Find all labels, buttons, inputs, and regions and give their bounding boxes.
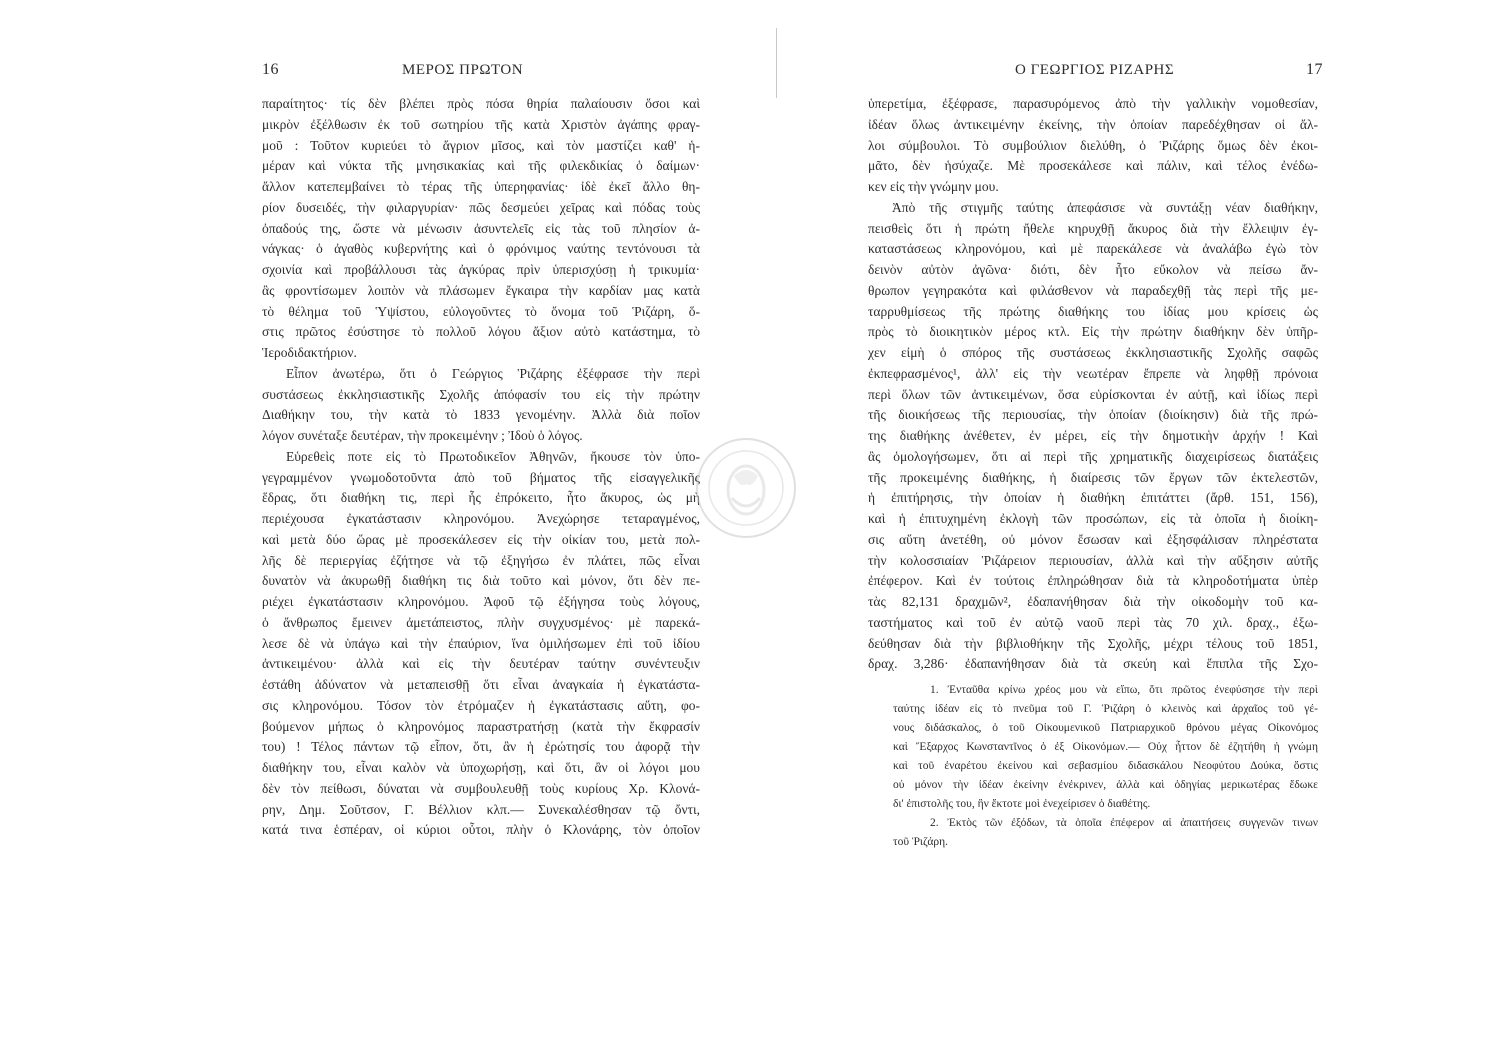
university-seal-watermark (694, 436, 798, 540)
text-line: δὲν τὸν πείθωσι, δύναται νὰ συμβουλευθῇ τοὺς κυρίους Χρ. Κλονά- (262, 780, 700, 796)
text-line: παραίτητος· τίς δὲν βλέπει πρὸς πόσα θηρία παλαίουσιν ὅσοι καὶ (262, 96, 700, 111)
text-line: περὶ ὅλων τῶν ἀντικειμένων, ὅσα εὑρίσκονται ἐν αὐτῇ, καὶ ἰδίως περὶ (868, 386, 1318, 402)
paragraph (868, 94, 1318, 198)
paragraph (262, 364, 700, 447)
footnote-line: τοῦ Ῥιζάρη. (893, 836, 949, 848)
text-line: ἐπέφερον. Καὶ ἐν τούτοις ἐπληρώθησαν διὰ τὰ κληροδοτήματα ὑπὲρ (868, 573, 1318, 589)
text-line: ὀπαδούς της, ὥστε νὰ μένωσιν ἀσυντελεῖς εἰς τὰς τοῦ πλησίον ἀ- (262, 220, 700, 236)
text-line: πεισθεὶς ὅτι ἡ πρώτη ἤθελε κηρυχθῇ ἄκυρος διὰ τὴν ἔλλειψιν ἐγ- (868, 220, 1318, 236)
footnote-line: δι' ἐπιστολῆς του, ἣν ἔκτοτε μοὶ ἐνεχείρισεν ὁ διαθέτης. (893, 798, 1151, 810)
footnote-line: καὶ τοῦ ἐναρέτου ἐκείνου καὶ σεβασμίου διδασκάλου Νεοφύτου Δούκα, ὅστις (893, 760, 1318, 772)
text-line: Ἱεροδιδακτήριον. (262, 345, 357, 360)
text-line: ἀντικειμένου· ἀλλὰ καὶ εἰς τὴν δευτέραν ταύτην συνέντευξιν (262, 656, 700, 672)
paragraph (262, 94, 700, 364)
text-line: ταστήματος καὶ τοῦ ἐν αὐτῷ ναοῦ περὶ τὰς 70 χιλ. δραχ., ἐξω- (868, 614, 1318, 630)
text-line: νάγκας· ὁ ἀγαθὸς κυβερνήτης καὶ ὁ φρόνιμος ναύτης τεντόνουσι τὰ (262, 241, 700, 257)
text-line: τὸ θέλημα τοῦ Ὑψίστου, εὐλογοῦντες τὸ ὄνομα τοῦ Ῥιζάρη, ὅ- (262, 303, 700, 319)
text-line: ρην, Δημ. Σοῦτσον, Γ. Βέλλιον κλπ.— Συνεκαλέσθησαν τῷ ὄντι, (262, 801, 700, 817)
text-line: σχοινία καὶ προβάλλουσι τὰς ἀγκύρας πρὶν ὑπερισχύσῃ ἡ τρικυμία· (262, 262, 700, 277)
text-line: σις αὕτη ἀνετέθη, οὐ μόνον ἔσωσαν καὶ ἐξησφάλισαν πληρέστατα (868, 531, 1318, 547)
right-page-body (868, 94, 1318, 675)
text-line: λεσε δὲ νὰ ὑπάγω καὶ τὴν ἐπαύριον, ἵνα ὁμιλήσωμεν ἐπὶ τοῦ ἰδίου (262, 635, 700, 651)
text-line: ἰδέαν ὅλως ἀντικειμένην ἐκείνης, τὴν ὁποίαν παρεδέχθησαν οἱ ἄλ- (868, 116, 1318, 132)
text-line: καὶ μετὰ δύο ὥρας μὲ προσεκάλεσεν εἰς τὴν οἰκίαν του, μετὰ πολ- (262, 531, 700, 547)
running-head-right: Ο ΓΕΩΡΓΙΟΣ ΡΙΖΑΡΗΣ (1015, 62, 1175, 78)
text-line: βούμενον μήπως ὁ κληρονόμος παραστρατήσῃ (κατὰ τὴν ἔκφρασίν (262, 718, 700, 734)
text-line: του) ! Τέλος πάντων τῷ εἶπον, ὅτι, ἂν ἡ ἐρώτησίς του ἀφορᾷ τὴν (262, 739, 700, 755)
text-line: ἄλλον κατεπεμβαίνει τὸ τέρας τῆς ὑπερηφανίας· ἰδὲ ἐκεῖ ἄλλο θη- (262, 179, 700, 194)
text-line: ταρρυθμίσεως τῆς πρώτης διαθήκης του ἰδίας μου κρίσεις ὡς (868, 303, 1318, 319)
text-line: τὴν κολοσσιαίαν Ῥιζάρειον περιουσίαν, ἀλλὰ καὶ τὴν αὔξησιν αὐτῆς (868, 552, 1318, 568)
text-line: γεγραμμένον γνωμοδοτοῦντα ἀπὸ τοῦ βήματος τῆς εἰσαγγελικῆς (262, 469, 700, 485)
footnote-line: 2. Ἐκτὸς τῶν ἐξόδων, τὰ ὁποῖα ἐπέφερον αἱ ἀπαιτήσεις συγγενῶν τινων (930, 817, 1318, 829)
text-line: τῆς προκειμένης διαθήκης, ἡ διαίρεσις τῶν ἔργων τῶν ἐκτελεστῶν, (868, 469, 1318, 485)
page-number-left: 16 (262, 61, 279, 78)
running-head-left: ΜΕΡΟΣ ΠΡΩΤΟΝ (402, 62, 524, 78)
text-line: μικρὸν ἐξέλθωσιν ἐκ τοῦ σωτηρίου τῆς κατὰ Χριστὸν ἀγάπης φραγ- (262, 116, 700, 132)
text-line: δεινὸν αὐτὸν ἀγῶνα· διότι, δὲν ἦτο εὔκολον νὰ πείσω ἄν- (868, 262, 1318, 277)
text-line: περιέχουσα ἐγκατάστασιν κληρονόμου. Ἀνεχώρησε τεταραγμένος, (262, 511, 700, 526)
left-page-body (262, 94, 700, 841)
text-line: ὁ ἄνθρωπος ἔμεινεν ἀμετάπειστος, πλὴν συγχυσμένος· μὲ παρεκά- (262, 614, 700, 630)
text-line: ἂς φροντίσωμεν λοιπὸν νὰ πλάσωμεν ἔγκαιρα τὴν καρδίαν μας κατὰ (262, 282, 700, 298)
text-line: χεν εἰμὴ ὁ σπόρος τῆς συστάσεως ἐκκλησιαστικῆς Σχολῆς σαφῶς (868, 345, 1318, 360)
text-line: ὑπερετίμα, ἐξέφρασε, παρασυρόμενος ἀπὸ τὴν γαλλικὴν νομοθεσίαν, (868, 96, 1318, 111)
text-line: Διαθήκην του, τὴν κατὰ τὸ 1833 γενομένην. Ἀλλὰ διὰ ποῖον (262, 407, 700, 423)
text-line: Ἀπὸ τῆς στιγμῆς ταύτης ἀπεφάσισε νὰ συντάξῃ νέαν διαθήκην, (892, 199, 1318, 215)
text-line: καταστάσεως κληρονόμου, καὶ μὲ παρεκάλεσε νὰ ἀναλάβω ἐγὼ τὸν (868, 241, 1318, 257)
text-line: κατά τινα ἑσπέραν, οἱ κύριοι οὗτοι, πλὴν ὁ Κλονάρης, τὸν ὁποῖον (262, 822, 700, 838)
footnote-line: οὐ μόνον τὴν ἰδέαν ἐκείνην ἐνέκρινεν, ἀλλὰ καὶ ὁδηγίας μερικωτέρας ἔδωκε (893, 779, 1318, 791)
footnote (893, 681, 1318, 814)
text-line: σις κληρονόμου. Τόσον τὸν ἐτρόμαζεν ἡ ἐγκατάστασις αὕτη, φο- (262, 697, 700, 713)
text-line: λοι σύμβουλοι. Τὸ συμβούλιον διελύθη, ὁ Ῥιζάρης ὅμως δὲν ἐκοι- (868, 137, 1318, 153)
footnote-line: νους διδάσκαλος, ὁ τοῦ Οἰκουμενικοῦ Πατριαρχικοῦ θρόνου μέγας Οἰκονόμος (893, 722, 1318, 734)
gutter-mark (776, 28, 777, 98)
text-line: κεν εἰς τὴν γνώμην μου. (868, 179, 999, 194)
text-line: καὶ ἡ ἐπιτυχημένη ἐκλογὴ τῶν προσώπων, εἰς τὰ ὁποῖα ἡ διοίκη- (868, 511, 1318, 526)
text-line: λῆς δὲ περιεργίας ἐζήτησε νὰ τῷ ἐξηγήσω ἐν πλάτει, πῶς εἶναι (262, 552, 700, 568)
text-line: μᾶτο, δὲν ἡσύχαζε. Μὲ προσεκάλεσε καὶ πάλιν, καὶ τέλος ἐνέδω- (868, 158, 1318, 174)
text-line: ἐστάθη ἀδύνατον νὰ μεταπεισθῇ ὅτι εἶναι ἀναγκαία ἡ ἐγκατάστα- (262, 677, 700, 692)
text-line: διαθήκην του, εἶναι καλὸν νὰ ὑποχωρήσῃ, καὶ ὅτι, ἂν οἱ λόγοι μου (262, 760, 700, 775)
text-line: τῆς διοικήσεως τῆς περιουσίας, τὴν ὁποίαν (διοίκησιν) διὰ τῆς πρώ- (868, 407, 1318, 423)
text-line: ἕδρας, ὅτι διαθήκη τις, περὶ ἧς ἐπρόκειτο, ἦτο ἄκυρος, ὡς μὴ (262, 490, 700, 506)
text-line: μέραν καὶ νύκτα τῆς μνησικακίας καὶ τῆς φιλεκδικίας ὁ δαίμων· (262, 158, 700, 174)
text-line: μοῦ : Τοῦτον κυριεύει τὸ ἄγριον μῖσος, καὶ τὸν μαστίζει καθ' ἡ- (262, 137, 700, 153)
text-line: στις πρῶτος ἐσύστησε τὸ πολλοῦ λόγου ἄξιον αὐτὸ κατάστημα, τὸ (262, 324, 700, 340)
text-line: ἡ ἐπιτήρησις, τὴν ὁποίαν ἡ διαθήκη ἐπιτάττει (ἄρθ. 151, 156), (868, 490, 1318, 506)
text-line: ριέχει ἐγκατάστασιν κληρονόμου. Ἀφοῦ τῷ ἐξήγησα τοὺς λόγους, (262, 594, 700, 609)
text-line: της διαθήκης ἀνέθετεν, ἐν μέρει, εἰς τὴν δημοτικὴν ἀρχήν ! Καὶ (868, 428, 1318, 443)
text-line: τὰς 82,131 δραχμῶν², ἐδαπανήθησαν διὰ τὴν οἰκοδομὴν τοῦ κα- (868, 594, 1318, 609)
text-line: Εἶπον ἀνωτέρω, ὅτι ὁ Γεώργιος Ῥιζάρης ἐξέφρασε τὴν περὶ (286, 365, 700, 381)
text-line: δραχ. 3,286· ἐδαπανήθησαν διὰ τὰ σκεύη καὶ ἔπιπλα τῆς Σχο- (868, 656, 1318, 672)
text-line: πρὸς τὸ διοικητικὸν μέρος κτλ. Εἰς τὴν πρώτην διαθήκην δὲν ὑπῆρ- (868, 324, 1318, 340)
page-number-right: 17 (1306, 61, 1323, 78)
text-line: θρωπον γεγηρακότα καὶ φιλάσθενον νὰ παραδεχθῇ τὰς περὶ τῆς με- (868, 282, 1318, 298)
text-line: δεύθησαν διὰ τὴν βιβλιοθήκην τῆς Σχολῆς, μέχρι τέλους τοῦ 1851, (868, 635, 1318, 651)
text-line: Εὑρεθεὶς ποτε εἰς τὸ Πρωτοδικεῖον Ἀθηνῶν, ἤκουσε τὸν ὑπο- (286, 448, 700, 464)
text-line: λόγον συνέταξε δευτέραν, τὴν προκειμένην ; Ἰδοὺ ὁ λόγος. (262, 428, 583, 443)
paragraph (868, 198, 1318, 675)
footnote-line: ταύτης ἰδέαν εἰς τὸ πνεῦμα τοῦ Γ. Ῥιζάρη ὁ κλεινὸς καὶ ἀρχαῖος τοῦ γέ- (893, 703, 1318, 715)
text-line: ρίον δυσειδές, τὴν φιλαργυρίαν· πῶς δεσμεύει χεῖρας καὶ πόδας τοὺς (262, 199, 700, 215)
footnote (893, 814, 1318, 852)
footnote-line: καὶ Ἔξαρχος Κωνσταντῖνος ὁ ἐξ Οἰκονόμων.— Οὐχ ἧττον δὲ ἐζητήθη ἡ γνώμη (893, 741, 1318, 753)
footnote-line: 1. Ἐνταῦθα κρίνω χρέος μου νὰ εἴπω, ὅτι πρῶτος ἐνεφύσησε τὴν περὶ (930, 684, 1318, 696)
text-line: ἂς ὁμολογήσωμεν, ὅτι αἱ περὶ τῆς χρηματικῆς διαχειρίσεως διατάξεις (868, 448, 1318, 464)
text-line: ἐκπεφρασμένος¹, ἀλλ' εἰς τὴν νεωτέραν ἔπρεπε νὰ ληφθῇ πρόνοια (868, 365, 1318, 381)
paragraph (262, 447, 700, 841)
footnotes (893, 681, 1318, 852)
text-line: συστάσεως ἐκκλησιαστικῆς Σχολῆς ἀπόφασίν του εἰς τὴν πρώτην (262, 386, 700, 402)
text-line: δυνατὸν νὰ ἀκυρωθῇ διαθήκη τις διὰ τοῦτο καὶ μόνον, ὅτι δὲν πε- (262, 573, 700, 589)
